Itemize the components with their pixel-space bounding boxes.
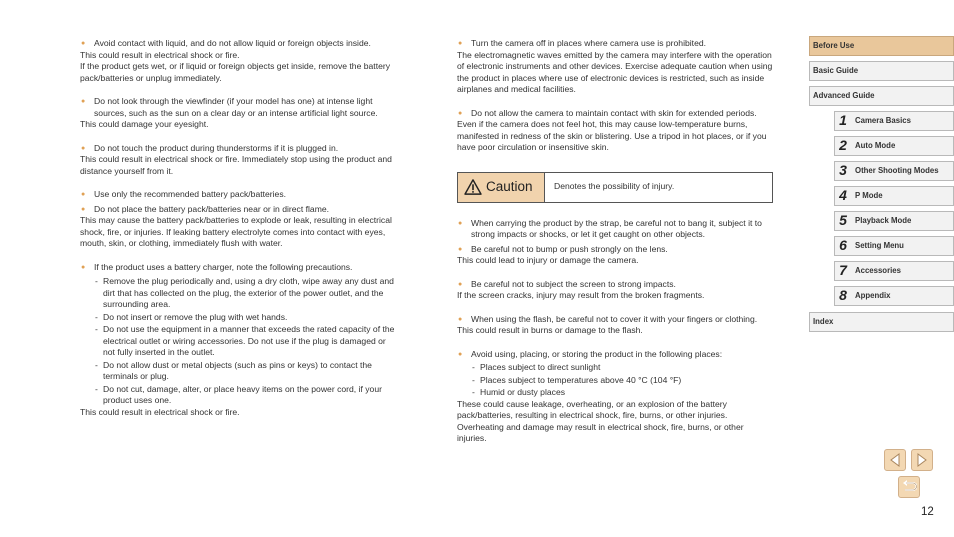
return-button[interactable] <box>898 476 920 498</box>
sub-list <box>80 276 396 407</box>
safety-flash <box>457 314 773 337</box>
sub-item: - Do not allow dust or metal objects (such as pins or keys) to contact the terminals or plug. <box>80 360 396 383</box>
safety-battery <box>80 189 396 250</box>
safety-viewfinder <box>80 96 396 131</box>
bullet-item: ● Use only the recommended battery pack/batteries. <box>80 189 396 201</box>
sub-item: - Places subject to temperatures above 40 °C (104 °F) <box>457 375 773 387</box>
paragraph: If the product gets wet, or if liquid or foreign objects get inside, remove the battery pack/batteries or unplug immediately. <box>80 61 391 83</box>
return-home-icon <box>901 480 917 494</box>
chapter-number: 4 <box>839 187 847 204</box>
left-column <box>80 38 396 430</box>
safety-thunderstorm <box>80 143 396 178</box>
chapter-number: 3 <box>839 162 847 179</box>
paragraph: This could result in electrical shock or fire. Immediately stop using the product and distance yourself from it. <box>80 154 392 176</box>
chapter-number: 6 <box>839 237 847 254</box>
triangle-right-icon <box>916 453 928 467</box>
chapter-label: Other Shooting Modes <box>855 166 939 176</box>
nav-index[interactable]: Index <box>809 312 954 332</box>
chapter-label: Camera Basics <box>855 116 911 126</box>
bullet-item: ● Avoid contact with liquid, and do not allow liquid or foreign objects inside. <box>80 38 396 50</box>
bullet-item: ● Do not place the battery pack/batteries near or in direct flame. <box>80 204 396 216</box>
nav-chapter-accessories[interactable] <box>834 261 954 281</box>
paragraph: This could result in burns or damage to the flash. <box>457 325 643 335</box>
chapter-number: 7 <box>839 262 847 279</box>
chapter-label: P Mode <box>855 191 883 201</box>
nav-chapter-playback-mode[interactable] <box>834 211 954 231</box>
bullet-item: ● Avoid using, placing, or storing the product in the following places: <box>457 349 773 361</box>
chapter-label: Auto Mode <box>855 141 896 151</box>
bullet-item: ● Be careful not to subject the screen to strong impacts. <box>457 279 773 291</box>
chapter-label: Setting Menu <box>855 241 904 251</box>
paragraph: This could result in electrical shock or fire. <box>80 49 240 60</box>
previous-page-button[interactable] <box>884 449 906 471</box>
chapter-label: Playback Mode <box>855 216 912 226</box>
chapter-label: Accessories <box>855 266 901 276</box>
bullet-item: ● Turn the camera off in places where camera use is prohibited. <box>457 38 773 50</box>
safety-storage <box>457 349 773 445</box>
warning-triangle-icon <box>464 179 482 195</box>
paragraph: This may cause the battery pack/batteries to explode or leak, resulting in electrical shock, fire, or injuries. If leaking battery electrolyte comes into contact with eyes, mouth, skin, or clothing, immediately flush with water. <box>80 215 392 248</box>
paragraph: These could cause leakage, overheating, or an explosion of the battery pack/batteries, resulting in electrical shock, fire, burns, or other injuries. Overheating and damage may result in electrical shock, fire, burns, or other injuries. <box>457 398 744 443</box>
nav-chapter-other-shooting-modes[interactable] <box>834 161 954 181</box>
sub-list <box>457 362 773 399</box>
caution-description: Denotes the possibility of injury. <box>554 181 675 192</box>
nav-chapter-setting-menu[interactable] <box>834 236 954 256</box>
nav-chapter-auto-mode[interactable] <box>834 136 954 156</box>
nav-advanced-guide[interactable]: Advanced Guide <box>809 86 954 106</box>
sidebar-nav <box>809 36 954 337</box>
chapter-number: 2 <box>839 137 847 154</box>
sub-item: - Do not cut, damage, alter, or place heavy items on the power cord, if your product uses one. <box>80 384 396 407</box>
bullet-item: ● Do not allow the camera to maintain contact with skin for extended periods. <box>457 108 773 120</box>
safety-strap <box>457 218 773 267</box>
paragraph: If the screen cracks, injury may result from the broken fragments. <box>457 290 705 300</box>
chapter-number: 5 <box>839 212 847 229</box>
caution-label <box>458 173 545 202</box>
bullet-item: ● Do not look through the viewfinder (if your model has one) at intense light sources, such as the sun on a clear day or an intense artificial light source. <box>80 96 396 119</box>
nav-before-use[interactable]: Before Use <box>809 36 954 56</box>
caution-title: Caution <box>486 179 533 195</box>
paragraph: The electromagnetic waves emitted by the camera may interfere with the operation of electronic instruments and other devices. Exercise adequate caution when using the product in places where use of electronic devices is restricted, such as inside airplanes and medical facilities. <box>457 49 773 94</box>
paragraph: This could result in electrical shock or fire. <box>80 406 240 417</box>
nav-chapter-p-mode[interactable] <box>834 186 954 206</box>
safety-screen <box>457 279 773 302</box>
sub-item: - Do not use the equipment in a manner that exceeds the rated capacity of the electrical outlet or wiring accessories. Do not use if the plug is damaged or not fully inserted in the outlet. <box>80 324 396 359</box>
bullet-item: ● When using the flash, be careful not to cover it with your fingers or clothing. <box>457 314 773 326</box>
safety-charger <box>80 262 396 419</box>
paragraph: This could lead to injury or damage the camera. <box>457 255 639 265</box>
sub-item: - Remove the plug periodically and, using a dry cloth, wipe away any dust and dirt that has collected on the plug, the exterior of the power outlet, and the surrounding area. <box>80 276 396 311</box>
safety-prohibited-places <box>457 38 773 96</box>
caution-box <box>457 172 773 203</box>
chapter-number: 1 <box>839 112 847 129</box>
bullet-item: ● Be careful not to bump or push strongly on the lens. <box>457 244 773 256</box>
nav-basic-guide[interactable]: Basic Guide <box>809 61 954 81</box>
paragraph: This could damage your eyesight. <box>80 119 209 129</box>
paragraph: Even if the camera does not feel hot, this may cause low-temperature burns, manifested in redness of the skin or blistering. Use a tripod in hot places, or if you have poor circulation or insensitive skin. <box>457 119 767 152</box>
right-column <box>457 38 773 457</box>
sub-item: - Places subject to direct sunlight <box>457 362 773 374</box>
sub-item: - Humid or dusty places <box>457 387 773 399</box>
safety-skin-contact <box>457 108 773 154</box>
triangle-left-icon <box>889 453 901 467</box>
sub-item: - Do not insert or remove the plug with wet hands. <box>80 312 396 324</box>
nav-chapter-appendix[interactable] <box>834 286 954 306</box>
bullet-item: ● Do not touch the product during thunderstorms if it is plugged in. <box>80 143 396 155</box>
next-page-button[interactable] <box>911 449 933 471</box>
bullet-item: ● If the product uses a battery charger, note the following precautions. <box>80 262 396 274</box>
page-number: 12 <box>921 506 934 518</box>
nav-chapter-camera-basics[interactable] <box>834 111 954 131</box>
safety-liquid <box>80 38 396 84</box>
bullet-item: ● When carrying the product by the strap, be careful not to bang it, subject it to strong impacts or shocks, or let it get caught on other objects. <box>457 218 773 241</box>
chapter-number: 8 <box>839 287 847 304</box>
chapter-label: Appendix <box>855 291 891 301</box>
